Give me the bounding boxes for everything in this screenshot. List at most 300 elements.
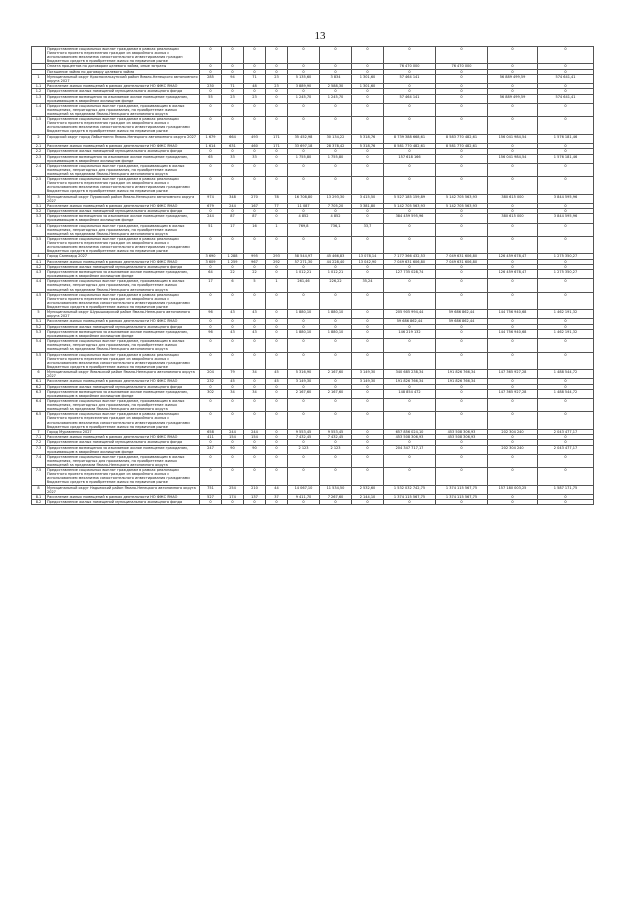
cell-value: 0 <box>288 117 320 134</box>
table-row <box>32 389 594 398</box>
row-number: 3.1 <box>32 203 46 208</box>
cell-value: 0 <box>436 329 488 338</box>
cell-value: 0 <box>266 264 288 269</box>
table-row <box>32 47 594 64</box>
cell-value: 574 641,41 <box>538 74 594 83</box>
table-row <box>32 412 594 429</box>
row-label: Оплата процентов по договорам целевого займа, иные затраты <box>46 64 200 69</box>
cell-value: 0 <box>488 352 538 369</box>
cell-value: 0 <box>384 163 436 176</box>
cell-value: 0 <box>222 236 244 253</box>
cell-value: 0 <box>436 84 488 89</box>
cell-value: 0 <box>222 454 244 467</box>
cell-value: 210 <box>244 485 266 494</box>
cell-value: 3 690 <box>200 254 222 259</box>
cell-value: 0 <box>352 47 384 64</box>
cell-value: 5 527 185 159,89 <box>384 194 436 203</box>
cell-value: 0 <box>222 412 244 429</box>
cell-value: 0 <box>384 117 436 134</box>
cell-value: 244 <box>200 214 222 223</box>
row-label: Предоставление социальных выплат гражданам в рамках реализации Пилотного проекта переселения граждан из аварийного жилья с использованием механизма самостоятельного инвестирования гражданами бюджетных средств в приобретение жилья на первичном рынке <box>46 468 200 485</box>
cell-value: 2 043 477,17 <box>538 445 594 454</box>
cell-value: 8 583 770 482,61 <box>436 134 488 143</box>
cell-value: 0 <box>488 500 538 505</box>
cell-value: 0 <box>538 468 594 485</box>
cell-value: 380 615 000 <box>488 194 538 203</box>
cell-value: 0 <box>436 214 488 223</box>
cell-value: 0 <box>266 329 288 338</box>
cell-value: 0 <box>244 468 266 485</box>
cell-value: 3 149,30 <box>352 379 384 384</box>
row-number: 3.5 <box>32 236 46 253</box>
row-label: Расселение жилых помещений в рамках деятельности НО ФЖС ЯНАО <box>46 203 200 208</box>
cell-value: 0 <box>320 264 352 269</box>
cell-value: 76 470 000 <box>384 64 436 69</box>
cell-value: 270 <box>244 194 266 203</box>
cell-value: 1 679 <box>200 134 222 143</box>
cell-value: 59 686 862,44 <box>384 319 436 324</box>
cell-value: 0 <box>244 236 266 253</box>
cell-value: 574 641,41 <box>538 94 594 103</box>
table-row <box>32 468 594 485</box>
cell-value: 0 <box>244 352 266 369</box>
cell-value: 0 <box>436 324 488 329</box>
cell-value: 230 <box>200 84 222 89</box>
cell-value: 154 <box>244 435 266 440</box>
cell-value: 22 <box>244 270 266 279</box>
cell-value: 1 245,70 <box>320 94 352 103</box>
cell-value: 1 462 191,32 <box>538 310 594 319</box>
cell-value: 7 049 631 606,80 <box>436 254 488 259</box>
cell-value: 0 <box>352 454 384 467</box>
row-label: Муниципальный округ Красноселькупский район Ямало-Ненецкого автономного округа 2027 <box>47 74 198 83</box>
row-label: Предоставление социальных выплат гражданам, проживающим в жилых помещениях, непригодных для проживания, на приобретение жилых помещений за пределами Ямало-Ненецкого автономного округа <box>46 279 200 292</box>
cell-value: 0 <box>488 177 538 194</box>
cell-value: 0 <box>244 117 266 134</box>
cell-value: 23 <box>244 94 266 103</box>
cell-value: 0 <box>488 412 538 429</box>
cell-value: 57 271,30 <box>288 259 320 264</box>
table-row <box>32 352 594 369</box>
cell-value: 0 <box>320 69 352 74</box>
cell-value: 0 <box>222 117 244 134</box>
cell-value: 43 <box>222 310 244 319</box>
row-label: Предоставление социальных выплат гражданам в рамках реализации Пилотного проекта переселения граждан из аварийного жилья с использованием механизма самостоятельного инвестирования гражданами бюджетных средств в приобретение жилья на первичном рынке <box>46 412 200 429</box>
cell-value: 96 <box>200 310 222 319</box>
cell-value: 8 739 388 668,61 <box>384 134 436 143</box>
row-label: Муниципальный округ Шурышкарский район Ямало-Ненецкого автономного округа 2027 <box>46 310 200 319</box>
cell-value: 0 <box>200 47 222 64</box>
cell-value: 1 275 350,27 <box>538 270 594 279</box>
cell-value: 0 <box>244 89 266 94</box>
cell-value: 244 <box>222 203 244 208</box>
cell-value: 0 <box>488 149 538 154</box>
cell-value: 493 <box>244 134 266 143</box>
cell-value: 174 <box>222 494 244 499</box>
cell-value: 3 834 <box>320 74 352 83</box>
cell-value: 0 <box>200 339 222 352</box>
cell-value: 5 316,90 <box>288 369 320 378</box>
cell-value: 0 <box>538 236 594 253</box>
cell-value: 0 <box>266 435 288 440</box>
cell-value: 33 <box>244 154 266 163</box>
row-number: 5.2 <box>32 324 46 329</box>
cell-value: 0 <box>538 89 594 94</box>
cell-value: 0 <box>436 209 488 214</box>
cell-value: 0 <box>266 412 288 429</box>
cell-value: 0 <box>200 89 222 94</box>
cell-value: 0 <box>488 209 538 214</box>
cell-value: 43 <box>244 310 266 319</box>
cell-value: 527 <box>200 494 222 499</box>
cell-value: 146 219 132 <box>384 329 436 338</box>
cell-value: 0 <box>288 319 320 324</box>
cell-value: 0 <box>200 177 222 194</box>
cell-value: 0 <box>488 203 538 208</box>
cell-value: 0 <box>266 149 288 154</box>
row-number: 5 <box>32 310 46 319</box>
row-number: 6.3 <box>32 389 46 398</box>
row-label: Предоставление возмещения за изымаемое жилое помещение гражданам, проживающим в аварийном жилищном фонде <box>46 329 200 338</box>
row-label: Город Муравленко 2027 <box>46 429 200 434</box>
cell-value: 0 <box>352 324 384 329</box>
cell-value: 0 <box>244 399 266 412</box>
cell-value: 3 609 <box>200 259 222 264</box>
cell-value: 0 <box>266 468 288 485</box>
cell-value: 0 <box>538 500 594 505</box>
row-number: 7.1 <box>32 435 46 440</box>
cell-value: 1 587 171,75 <box>538 485 594 494</box>
cell-value: 254 <box>222 485 244 494</box>
row-label: Предоставление социальных выплат гражданам, проживающим в жилых помещениях, непригодных для проживания, на приобретение жилых помещений за пределами Ямало-Ненецкого автономного округа <box>46 399 200 412</box>
row-label: Расселение жилых помещений в рамках деятельности НО ФЖС ЯНАО <box>46 319 200 324</box>
cell-value: 34 <box>244 369 266 378</box>
cell-value: 96 <box>200 329 222 338</box>
cell-value: 0 <box>538 319 594 324</box>
cell-value: 0 <box>200 324 222 329</box>
cell-value: 0 <box>436 445 488 454</box>
table-row <box>32 117 594 134</box>
row-number: 5.1 <box>32 319 46 324</box>
cell-value: 1 488 544,72 <box>538 369 594 378</box>
cell-value: 0 <box>288 399 320 412</box>
cell-value: 79 <box>222 369 244 378</box>
row-number <box>32 47 46 64</box>
cell-value: 64 <box>200 270 222 279</box>
table-row <box>32 134 594 143</box>
cell-value: 0 <box>488 259 538 264</box>
cell-value: 43 <box>222 329 244 338</box>
table-row <box>32 94 594 103</box>
row-label: Предоставление социальных выплат гражданам, проживающим в жилых помещениях, непригодных для проживания, на приобретение жилых помещений за пределами Ямало-Ненецкого автономного округа <box>46 103 200 116</box>
cell-value: 0 <box>266 500 288 505</box>
cell-value: 1 301,60 <box>352 84 384 89</box>
cell-value: 0 <box>320 324 352 329</box>
row-label: Предоставление социальных выплат гражданам, проживающим в жилых помещениях, непригодных для проживания, на приобретение жилых помещений за пределами Ямало-Ненецкого автономного округа <box>46 454 200 467</box>
cell-value: 0 <box>538 203 594 208</box>
cell-value: 0 <box>222 264 244 269</box>
cell-value: 0 <box>384 279 436 292</box>
cell-value: 0 <box>266 163 288 176</box>
cell-value: 0 <box>352 154 384 163</box>
row-number: 4 <box>32 254 46 259</box>
cell-value: 1 880,10 <box>288 329 320 338</box>
cell-value: 0 <box>538 47 594 64</box>
cell-value: 48 <box>244 84 266 89</box>
cell-value: 0 <box>288 352 320 369</box>
cell-value: 0 <box>488 47 538 64</box>
cell-value: 44 <box>266 485 288 494</box>
cell-value: 0 <box>384 236 436 253</box>
cell-value: 0 <box>200 352 222 369</box>
row-number: 8 <box>32 485 46 494</box>
cell-value: 0 <box>436 399 488 412</box>
row-number: 1.1 <box>32 84 46 89</box>
cell-value: 0 <box>244 384 266 389</box>
cell-value: 0 <box>222 177 244 194</box>
cell-value: 0 <box>200 454 222 467</box>
cell-value: 0 <box>384 209 436 214</box>
cell-value: 0 <box>384 454 436 467</box>
cell-value: 0 <box>320 292 352 309</box>
cell-value: 0 <box>488 379 538 384</box>
table-row <box>32 310 594 319</box>
cell-value: 0 <box>352 440 384 445</box>
cell-value: 380 615 000 <box>488 214 538 223</box>
cell-value: 0 <box>538 84 594 89</box>
cell-value: 0 <box>436 352 488 369</box>
cell-value: 0 <box>222 149 244 154</box>
cell-value: 87 <box>244 214 266 223</box>
cell-value: 0 <box>488 319 538 324</box>
cell-value: 0 <box>244 264 266 269</box>
row-number: 3 <box>32 194 46 203</box>
cell-value: 1 576 181,46 <box>538 134 594 143</box>
cell-value: 0 <box>538 223 594 236</box>
cell-value: 0 <box>288 47 320 64</box>
cell-value: 411 <box>200 435 222 440</box>
cell-value: 0 <box>244 292 266 309</box>
cell-value: 0 <box>266 270 288 279</box>
row-label: Муниципальный округ Пуровский район Ямало-Ненецкого автономного округа 2027 <box>46 194 200 203</box>
cell-value: 0 <box>320 177 352 194</box>
cell-value: 0 <box>288 177 320 194</box>
page-number: 13 <box>314 30 326 42</box>
cell-value: 148 854 472 <box>384 389 436 398</box>
row-label: Предоставление возмещения за изымаемое жилое помещение гражданам, проживающим в аварийном жилищном фонде <box>46 94 200 103</box>
row-number: 8.1 <box>32 494 46 499</box>
cell-value: 0 <box>266 319 288 324</box>
cell-value: 0 <box>436 154 488 163</box>
cell-value: 0 <box>320 103 352 116</box>
cell-value: 0 <box>320 399 352 412</box>
cell-value: 45 <box>266 379 288 384</box>
row-number: 2.1 <box>32 144 46 149</box>
cell-value: 302 <box>200 389 222 398</box>
cell-value: 0 <box>352 236 384 253</box>
cell-value: 0 <box>384 440 436 445</box>
cell-value: 0 <box>436 270 488 279</box>
cell-value: 0 <box>200 500 222 505</box>
cell-value: 0 <box>352 103 384 116</box>
row-number: 7.3 <box>32 445 46 454</box>
cell-value: 16 <box>244 223 266 236</box>
cell-value: 0 <box>288 292 320 309</box>
row-label: Предоставление социальных выплат гражданам в рамках реализации Пилотного проекта переселения граждан из аварийного жилья с использованием механизма самостоятельного инвестирования гражданами бюджетных средств в приобретение жилья на первичном рынке <box>46 352 200 369</box>
cell-value: 3 844 595,96 <box>538 214 594 223</box>
cell-value: 0 <box>538 384 594 389</box>
cell-value: 0 <box>436 384 488 389</box>
cell-value: 460 <box>244 144 266 149</box>
cell-value: 5 318,76 <box>352 134 384 143</box>
cell-value: 0 <box>352 500 384 505</box>
cell-value: 0 <box>384 103 436 116</box>
cell-value: 171 <box>266 134 288 143</box>
cell-value: 0 <box>200 384 222 389</box>
cell-value: 0 <box>266 389 288 398</box>
cell-value: 0 <box>222 163 244 176</box>
cell-value: 0 <box>200 69 222 74</box>
cell-value: 1 <box>266 279 288 292</box>
cell-value: 7 705,20 <box>320 203 352 208</box>
cell-value: 0 <box>266 352 288 369</box>
cell-value: 0 <box>384 177 436 194</box>
table-row <box>32 163 594 176</box>
cell-value: 657 856 024,10 <box>384 429 436 434</box>
cell-value: 1 880,10 <box>320 310 352 319</box>
cell-value: 0 <box>266 117 288 134</box>
row-number: 3.3 <box>32 214 46 223</box>
cell-value: 0 <box>538 177 594 194</box>
cell-value: 348 <box>222 194 244 203</box>
cell-value: 0 <box>222 47 244 64</box>
cell-value: 0 <box>288 324 320 329</box>
row-number: 3.4 <box>32 223 46 236</box>
cell-value: 13 042,90 <box>352 259 384 264</box>
cell-value: 14 067,10 <box>288 485 320 494</box>
cell-value: 28 378,42 <box>320 144 352 149</box>
row-label: Расселение жилых помещений в рамках деятельности НО ФЖС ЯНАО <box>46 259 200 264</box>
cell-value: 2 123 <box>288 445 320 454</box>
row-number: 2 <box>32 134 46 143</box>
row-number: 8.2 <box>32 500 46 505</box>
cell-value: 0 <box>436 468 488 485</box>
cell-value: 0 <box>488 144 538 149</box>
cell-value: 0 <box>222 468 244 485</box>
cell-value: 0 <box>488 468 538 485</box>
cell-value: 0 <box>538 339 594 352</box>
cell-value: 0 <box>244 209 266 214</box>
cell-value: 0 <box>488 339 538 352</box>
cell-value: 0 <box>538 259 594 264</box>
cell-value: 0 <box>320 117 352 134</box>
table-row <box>32 103 594 116</box>
cell-value: 87 <box>222 214 244 223</box>
cell-value: 0 <box>488 279 538 292</box>
cell-value: 232 <box>200 379 222 384</box>
cell-value: 57 464 141 <box>384 74 436 83</box>
cell-value: 13 293,30 <box>320 194 352 203</box>
cell-value: 0 <box>200 103 222 116</box>
row-label: Предоставление возмещения за изымаемое жилое помещение гражданам, проживающим в аварийном жилищном фонде <box>46 214 200 223</box>
cell-value: 33 697,18 <box>288 144 320 149</box>
cell-value: 3 844 595,96 <box>538 194 594 203</box>
cell-value: 0 <box>488 399 538 412</box>
row-number: 1.5 <box>32 117 46 134</box>
cell-value: 0 <box>222 209 244 214</box>
cell-value: 0 <box>320 379 352 384</box>
cell-value: 0 <box>222 500 244 505</box>
cell-value: 0 <box>538 352 594 369</box>
cell-value: 0 <box>488 84 538 89</box>
table-row <box>32 223 594 236</box>
cell-value: 0 <box>288 339 320 352</box>
cell-value: 204 347 717,17 <box>384 445 436 454</box>
cell-value: 0 <box>266 94 288 103</box>
cell-value: 0 <box>320 454 352 467</box>
cell-value: 0 <box>384 352 436 369</box>
cell-value: 1 374 115 567,75 <box>436 485 488 494</box>
cell-value: 0 <box>222 384 244 389</box>
cell-value: 157 180 003,25 <box>488 485 538 494</box>
cell-value: 3 889,90 <box>288 84 320 89</box>
cell-value: 0 <box>288 384 320 389</box>
cell-value: 0 <box>200 64 222 69</box>
cell-value: 0 <box>266 154 288 163</box>
row-number: 5.5 <box>32 352 46 369</box>
cell-value: 56 889 499,59 <box>488 94 538 103</box>
row-number: 4.4 <box>32 279 46 292</box>
cell-value: 3 149,30 <box>352 369 384 378</box>
cell-value: 0 <box>384 69 436 74</box>
table-row <box>32 445 594 454</box>
cell-value: 0 <box>200 236 222 253</box>
cell-value: 2 167,60 <box>320 389 352 398</box>
cell-value: 0 <box>352 89 384 94</box>
cell-value: 0 <box>244 69 266 74</box>
row-number: 1.2 <box>32 89 46 94</box>
cell-value: 0 <box>436 117 488 134</box>
cell-value: 0 <box>244 64 266 69</box>
cell-value: 384 459 595,96 <box>384 214 436 223</box>
cell-value: 0 <box>320 64 352 69</box>
cell-value: 0 <box>384 399 436 412</box>
cell-value: 0 <box>266 384 288 389</box>
cell-value: 0 <box>222 319 244 324</box>
cell-value: 57 464 141 <box>384 94 436 103</box>
cell-value: 0 <box>488 236 538 253</box>
row-label: Предоставление социальных выплат гражданам, проживающим в жилых помещениях, непригодных для проживания, на приобретение жилых помещений за пределами Ямало-Ненецкого автономного округа <box>46 223 200 236</box>
row-number: 4.1 <box>32 259 46 264</box>
cell-value: 1 462 191,32 <box>538 329 594 338</box>
row-number: 7.5 <box>32 468 46 485</box>
cell-value: 9 553,45 <box>288 429 320 434</box>
cell-value: 0 <box>352 94 384 103</box>
cell-value: 0 <box>384 412 436 429</box>
row-label: Предоставление социальных выплат гражданам в рамках реализации Пилотного проекта переселения граждан из аварийного жилья с использованием механизма самостоятельного инвестирования гражданами бюджетных средств в приобретение жилья на первичном рынке <box>46 236 200 253</box>
row-number: 6.5 <box>32 412 46 429</box>
cell-value: 0 <box>320 384 352 389</box>
row-label: Предоставление жилых помещений муниципального жилищного фонда <box>46 89 200 94</box>
cell-value: 3 415,50 <box>352 194 384 203</box>
cell-value: 0 <box>352 177 384 194</box>
cell-value: 37 <box>266 494 288 499</box>
table-row <box>32 177 594 194</box>
cell-value: 0 <box>244 324 266 329</box>
cell-value: 0 <box>244 103 266 116</box>
cell-value: 0 <box>352 399 384 412</box>
cell-value: 0 <box>352 292 384 309</box>
